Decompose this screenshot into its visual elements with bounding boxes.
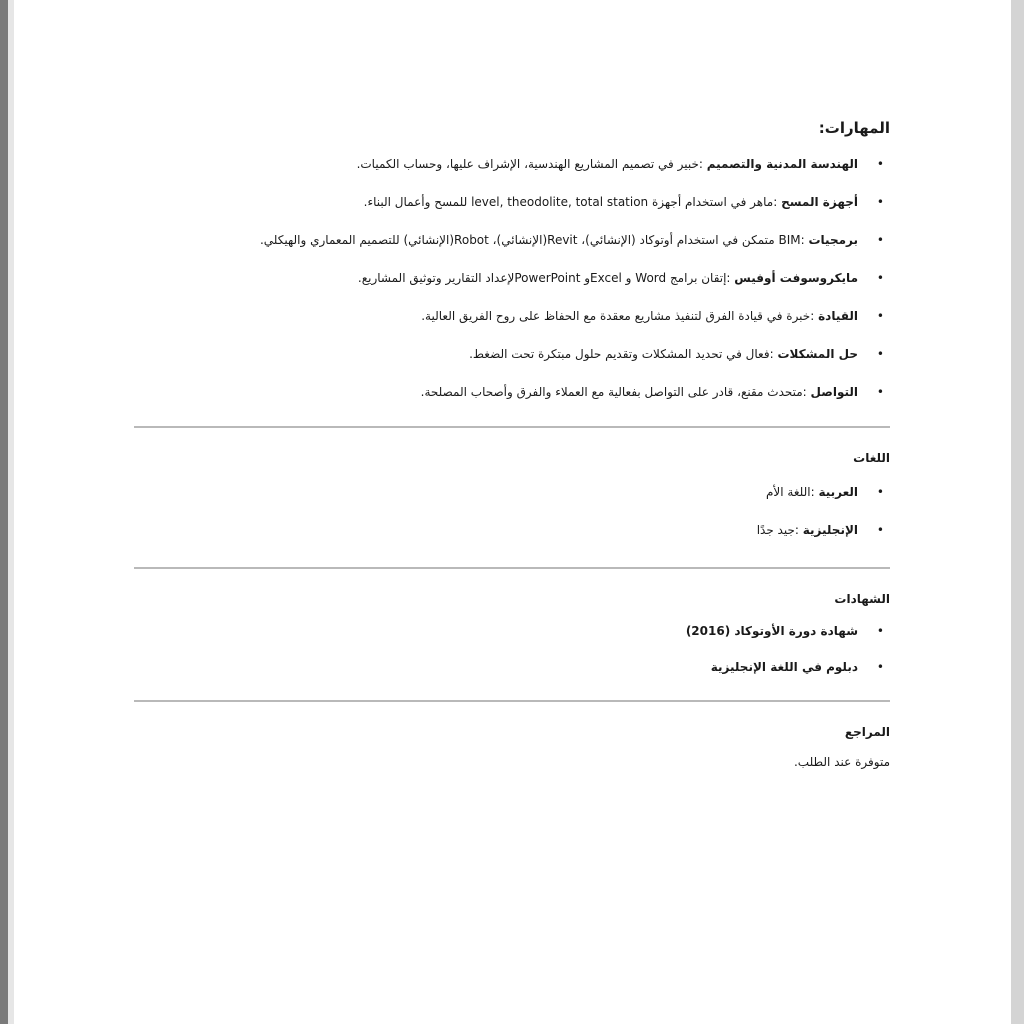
certificates-heading: الشهادات <box>834 592 890 606</box>
certificates-list <box>134 623 890 675</box>
skills-heading: المهارات: <box>818 119 890 137</box>
references-text: متوفرة عند الطلب. <box>793 755 890 769</box>
window-right-edge <box>1011 0 1024 1024</box>
skill-item: • برمجيات :BIM متمكن في استخدام أوتوكاد (الإنشائي)، Revit(الإنشائي)، Robot(الإنشائي) للتصميم المعماري والهيكلي. <box>259 233 884 247</box>
certificates-section <box>134 591 890 675</box>
references-heading: المراجع <box>844 725 890 739</box>
section-divider <box>134 426 890 428</box>
languages-section <box>134 450 890 538</box>
skill-item: • أجهزة المسح :ماهر في استخدام أجهزة level, theodolite, total station للمسح وأعمال البناء. <box>363 195 884 209</box>
bullet-icon: • <box>876 157 884 171</box>
skill-item: • الهندسة المدنية والتصميم :خبير في تصميم المشاريع الهندسية، الإشراف عليها، وحساب الكميات. <box>356 157 884 171</box>
bullet-icon: • <box>876 385 884 399</box>
bullet-icon: • <box>876 309 884 323</box>
skill-item: • مايكروسوفت أوفيس :إتقان برامج Word و Excelو PowerPointلإعداد التقارير وتوثيق المشاريع. <box>357 271 884 285</box>
language-item: • العربية :اللغة الأم <box>765 485 884 499</box>
bullet-icon: • <box>876 523 884 537</box>
language-item: • الإنجليزية :جيد جدًا <box>756 523 884 537</box>
languages-list <box>134 484 890 538</box>
bullet-icon: • <box>876 485 884 499</box>
window-left-edge <box>0 0 8 1024</box>
skill-item: • التواصل :متحدث مقنع، قادر على التواصل بفعالية مع العملاء والفرق وأصحاب المصلحة. <box>420 385 884 399</box>
skill-item: • القيادة :خبرة في قيادة الفرق لتنفيذ مشاريع معقدة مع الحفاظ على روح الفريق العالية. <box>421 309 884 323</box>
document-content <box>134 118 890 770</box>
bullet-icon: • <box>876 271 884 285</box>
certificate-item: • شهادة دورة الأوتوكاد (2016) <box>685 624 884 638</box>
bullet-icon: • <box>876 195 884 209</box>
skills-section <box>134 118 890 400</box>
certificate-item: • دبلوم في اللغة الإنجليزية <box>710 660 884 674</box>
bullet-icon: • <box>876 233 884 247</box>
skills-list <box>134 156 890 400</box>
bullet-icon: • <box>876 347 884 361</box>
section-divider <box>134 700 890 702</box>
languages-heading: اللغات <box>853 451 890 465</box>
section-divider <box>134 567 890 569</box>
bullet-icon: • <box>876 660 884 674</box>
skill-item: • حل المشكلات :فعال في تحديد المشكلات وتقديم حلول مبتكرة تحت الضغط. <box>469 347 884 361</box>
bullet-icon: • <box>876 624 884 638</box>
references-section <box>134 724 890 770</box>
